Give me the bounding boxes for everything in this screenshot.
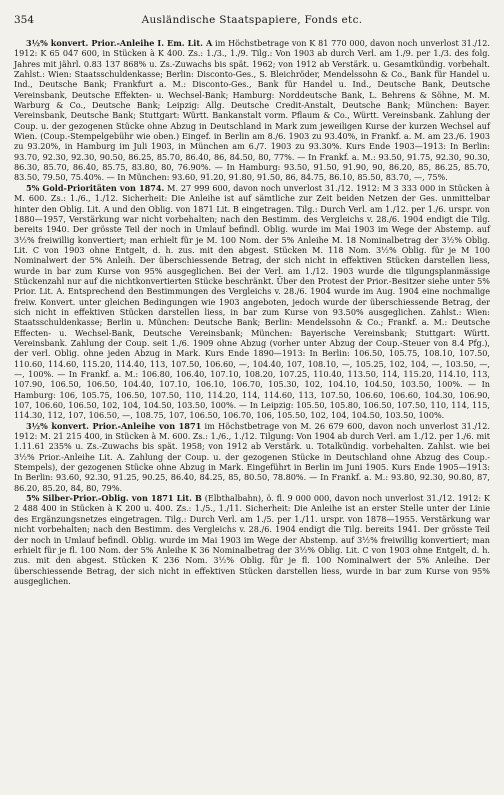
section-heading: 5% Gold-Prioritäten von 1874. bbox=[26, 182, 165, 193]
section-body: M. 27 999 600, davon noch unverlost 31./12. 1912: M 3 333 000 in Stücken à M. 600. Zs.: 1./6., 1./12. Sicherheit: Die Anleihe ist auf sämtliche zur Zeit beiden Netzen der Ges. unmittelbar hinter den Oblig. Lit. A und den Oblig. von 1871 Lit. B eingetragen. Tilg.: Durch Verl. am 1./12. per 1./6. urspr. von 1880—1957, Verstärkung war nicht vorbehalten; nach den Bestimm. des Vergleichs v. 28./6. 1904 endigt die Tilg. bereits 1940. Der grösste Teil der noch in Umlauf befindl. Oblig. wurde im Mai 1903 im Wege der Abstemp. auf 3½% freiwillig konvertiert; man erhielt für je M. 100 Nom. der 5% Anleihe M. 18 Nominalbetrag der 3½% Oblig. Lit. C von 1903 ohne Entgelt, d. h. zus. mit den abgest. Stücken M. 118 Nom. 3½% Oblig. für je M 100 Nominalwert der 5% Anleih. Der überschiessende Betrag, der sich nicht in effektiven Stücken darstellen liess, wurde in bar zum Kurse von 95% ausgeglichen. Bei der Verl. am 1./12. 1903 wurde die tilgungsplanmässige Stückenzahl nur auf die nichtkonvertierten Stücke beschränkt. Über den Protest der Prior.-Besitzer siehe unter 5% Prior. Lit. A. Entsprechend den Bestimmungen des Vergleichs v. 28./6. 1904 wurde im Aug. 1904 eine nochmalige freiw. Konvert. unter gleichen Bedingungen wie 1903 angeboten, jedoch wurde der überschiessende Betrag, der sich nicht in effektiven Stücken darstellen liess, in bar zum Kurse von 93.50% ausgeglichen. Zahlst.: Wien: Staatsschuldenkasse; Berlin u. München: Deutsche Bank; Berlin: Mendelssohn & Co.; Frankf. a. M.: Deutsche Effecten- u. Wechsel-Bank, Deutsche Vereinsbank; München: Bayerische Vereinsbank; Stuttgart: Württ. Vereinsbank. Zahlung der Coup. seit 1./6. 1909 ohne Abzug (vorher unter Abzug der Coup.-Steuer von 8.4 Pfg.), der verl. Oblig. ohne jeden Abzug in Mark. Kurs Ende 1890—1913: In Berlin: 106.50, 105.75, 108.10, 107.50, 110.60, 114.60, 115.20, 114.40, 113, 107.50, 106.60, —, 104.40, 107, 108.10, —, 105.25, 102, 104, —, 103.50, —, —, 100%. — In Frankf. a. M.: 106.80, 106.40, 107.10, 108.20, 107.25, 110.40, 113.50, 114, 115.20, 114.10, 113, 107.90, 106.50, 106.50, 104.40, 107.10, 106.10, 106.70, 105.30, 102, 104.10, 104.50, 103.50, 100%. — In Hamburg: 106, 105.75, 106.50, 107.50, 110, 114.20, 114, 114.60, 113, 107.50, 106.60, 106.60, 104.30, 106.90, 107, 106.60, 106.50, 102, 104, 104.50, 103.50, 100%. — In Leipzig: 105.50, 105.80, 106.50, 107.50, 110, 114, 115, 114.30, 112, 107, 106.50, —, 108.75, 107, 106.50, 106.70, 106, 105.50, 102, 104, 104.50, 103.50, 100%. bbox=[14, 182, 490, 421]
running-title: Ausländische Staatspapiere, Fonds etc. bbox=[141, 14, 363, 26]
section-gold-priorities-1874 bbox=[14, 183, 490, 421]
section-body: im Höchstbetrage von K 81 770 000, davon noch unverlost 31./12. 1912: K 65 047 600, in Stücken à K 400. Zs.: 1./3., 1./9. Tilg.: Von 1903 ab durch Verl. am 1./9. per 1./3. des folg. Jahres mit jährl. 0.83 137 868% u. Zs.-Zuwachs bis spät. 1962; von 1912 ab Verstärk. u. Gesamtkündig. vorbehalt. Zahlst.: Wien: Staatsschuldenkasse; Berlin: Disconto-Ges., S. Bleichröder, Mendelssohn & Co., Bank für Handel u. Ind., Deutsche Bank; Frankfurt a. M.: Disconto-Ges., Bank für Handel u. Ind., Deutsche Bank, Deutsche Vereinsbank, Deutsche Effekten- u. Wechsel-Bank; Hamburg: Norddeutsche Bank, L. Behrens & Söhne, M. M. Warburg & Co., Deutsche Bank; Leipzig: Allg. Deutsche Credit-Anstalt, Deutsche Bank; München: Bayer. Vereinsbank, Deutsche Bank; Stuttgart: Württ. Bankanstalt vorm. Pflaum & Co., Württ. Vereinsbank. Zahlung der Coup. u. der gezogenen Stücke ohne Abzug in Deutschland in Mark zum jeweiligen Kurse der kurzen Wechsel auf Wien. (Coup.-Stempelgebühr wie oben.) Eingef. in Berlin am 8./6. 1903 zu 93.40%, in Frankf. a. M. am 23./6. 1903 zu 93.20%, in Hamburg im Juli 1903, in München am 6./7. 1903 zu 93.30%. Kurs Ende 1903—1913: In Berlin: 93.70, 92.30, 92.30, 90.50, 86.25, 85.70, 86.40, 86, 84.50, 80, 77%. — In Frankf. a. M.: 93.50, 91.75, 92.30, 90.30, 86.30, 85.70, 86.40, 85.75, 83.80, 80, 76.90%. — In Hamburg: 93.50, 91.50, 91.90, 90, 86.20, 85, 86.25, 85.70, 83.50, 79.50, 75.40%. — In München: 93.60, 91.20, 91.80, 91.50, 86, 84.75, 86.10, 85.50, 83.70, —, 75%. bbox=[14, 38, 491, 183]
page-header bbox=[14, 14, 490, 26]
section-conversion-1871 bbox=[14, 421, 490, 493]
section-heading: 5% Silber-Prior.-Oblig. von 1871 Lit. B bbox=[26, 493, 202, 504]
section-body: im Höchstbetrage von M. 26 679 600, davon noch unverlost 31./12. 1912: M. 21 215 400, in Stücken à M. 600. Zs.: 1./6., 1./12. Tilgung: Von 1904 ab durch Verl. am 1./12. per 1./6. mit 1.11.61 235% u. Zs.-Zuwachs bis spät. 1958; von 1912 ab Verstärk. u. Totalkündig. vorbehalten. Zahlst. wie bei 3½% Prior.-Anleihe Lit. A. Zahlung der Coup. u. der gezogenen Stücke in Deutschland ohne Abzug des Coup.-Stempels), der gezogenen Stücke ohne Abzug in Mark. Eingeführt in Berlin im Juni 1905. Kurs Ende 1905—1913: In Berlin: 93.60, 92.30, 91.25, 90.25, 86.40, 84.25, 85, 80.50, 78.80%. — In Frankf. a. M.: 93.80, 92.30, 90.80, 87, 86.20, 85.20, 84, 80, 79%. bbox=[14, 420, 490, 493]
section-silver-priorities-1871 bbox=[14, 493, 490, 586]
section-body: (Elbthalbahn), ö. fl. 9 000 000, davon noch unverlost 31./12. 1912: K 2 488 400 in Stücken à K 200 u. 400. Zs.: 1./5., 1./11. Sicherheit: Die Anleihe ist an erster Stelle unter der Linie des Ergänzungsnetzes eingetragen. Tilg.: Durch Verl. am 1./5. per 1./11. urspr. von 1878—1955. Verstärkung war nicht vorbehalten; nach den Bestimm. des Vergleichs v. 28./6. 1904 endigt die Tilg. bereits 1941. Der grösste Teil der noch in Umlauf befindl. Oblig. wurde im Mai 1903 im Wege der Abstemp. auf 3½% freiwillig konvertiert; man erhielt für je fl. 100 Nom. der 5% Anleihe K 36 Nominalbetrag der 3½% Oblig. Lit. C von 1903 ohne Entgelt, d. h. zus. mit den abgest. Stücken K 236 Nom. 3½% Oblig. für je fl. 100 Nominalwert der 5% Anleihe. Der überschiessende Betrag, der sich nicht in effektiven Stücken darstellen liess, wurde in bar zum Kurse von 95% ausgeglichen. bbox=[14, 493, 490, 586]
section-heading: 3½% konvert. Prior.-Anleihe I. Em. Lit. A bbox=[26, 38, 213, 48]
section-heading: 3½% konvert. Prior.-Anleihe von 1871 bbox=[26, 420, 202, 431]
section-lit-a-conversion bbox=[14, 38, 490, 183]
page-number: 354 bbox=[14, 14, 35, 26]
